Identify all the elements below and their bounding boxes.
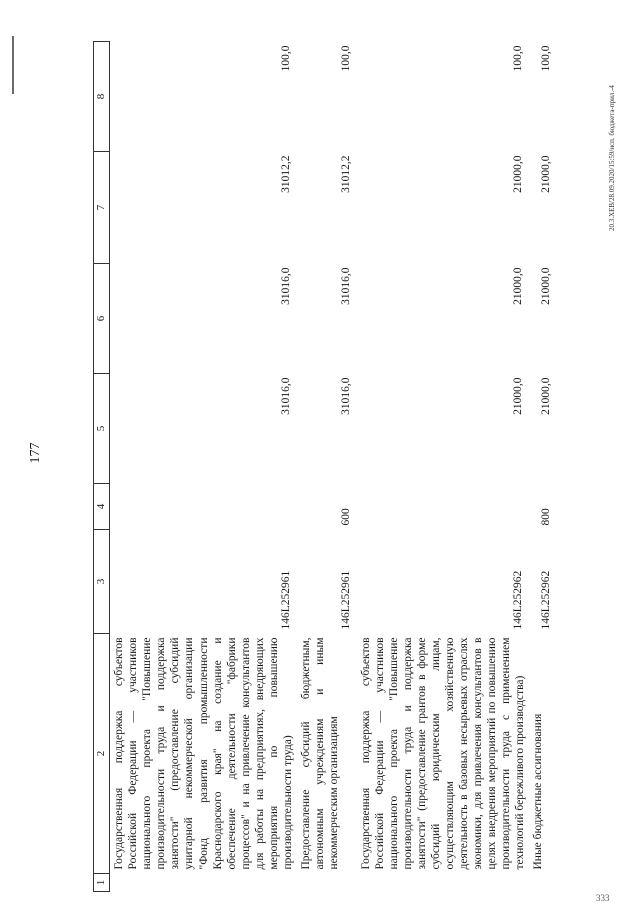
col-header-2: 2 [94,634,110,874]
value-col6: 21000,0 [511,267,524,305]
col-header-4: 4 [94,484,110,530]
page-number: 177 [28,442,43,464]
table-row [110,42,297,892]
value-col8: 100,0 [279,45,292,72]
value-col7: 31012,2 [339,155,352,193]
target-code: 146L252961 [339,570,352,630]
value-col7: 21000,0 [539,155,552,193]
col-header-6: 6 [94,264,110,374]
rotated-sheet [93,42,563,892]
col-header-8: 8 [94,42,110,152]
value-col6: 31016,0 [339,267,352,305]
table-row [297,42,357,892]
footer-stamp: 20.3.XEB/28.09.2020/15:59/исп. бюджета-прил.-4 [608,85,616,231]
value-col7: 31012,2 [279,155,292,193]
col-header-3: 3 [94,530,110,634]
row-description: Предоставление субсидий бюджетным, автономным учреждениям и иным некоммерческим организациям [299,637,340,870]
value-col8: 100,0 [511,45,524,72]
value-col8: 100,0 [339,45,352,72]
value-col5: 21000,0 [511,377,524,415]
value-col6: 21000,0 [539,267,552,305]
header-row [94,42,110,892]
expense-type: 800 [539,508,552,526]
value-col5: 31016,0 [279,377,292,415]
row-description: Государственная поддержка субъектов Российской Федерации — участников национального проекта "Повышение производительности труда и поддержка занятости" (предоставление грантов в форме субсидий юридическим лицам, осуществляющим хозяйственную деятельность в базовых несырьевых отраслях экономики, для привлечения консультантов в целях внедрения мероприятий по повышению производительности труда с применением технологий бережливого производства) [359,637,526,870]
value-col5: 31016,0 [339,377,352,415]
value-col5: 21000,0 [539,377,552,415]
row-description: Государственная поддержка субъектов Российской Федерации — участников национального проекта "Повышение производительности труда и поддержка занятости" (предоставление субсидий унитарной некоммерческой организации "Фонд развития промышленности Краснодарского края" на создание и обеспечение деятельности "фабрики процессов" и на привлечение консультантов для работы на предприятиях, внедряющих мероприятия по повышению производительности труда) [113,637,294,870]
value-col6: 31016,0 [279,267,292,305]
expense-type [110,484,297,530]
target-code: 146L252962 [539,570,552,630]
col-header-1: 1 [94,874,110,892]
table-row [357,42,529,892]
expense-type [357,484,529,530]
table-row [529,42,557,892]
expense-type: 600 [339,508,352,526]
col-header-5: 5 [94,374,110,484]
value-col7: 21000,0 [511,155,524,193]
budget-table [93,41,557,892]
col-header-7: 7 [94,152,110,264]
target-code: 146L252961 [279,570,292,630]
corner-mark: 333 [596,893,610,903]
row-description: Иные бюджетные ассигнования [531,713,544,870]
target-code: 146L252962 [511,570,524,630]
scan-edge-line [12,36,14,94]
value-col8: 100,0 [539,45,552,72]
